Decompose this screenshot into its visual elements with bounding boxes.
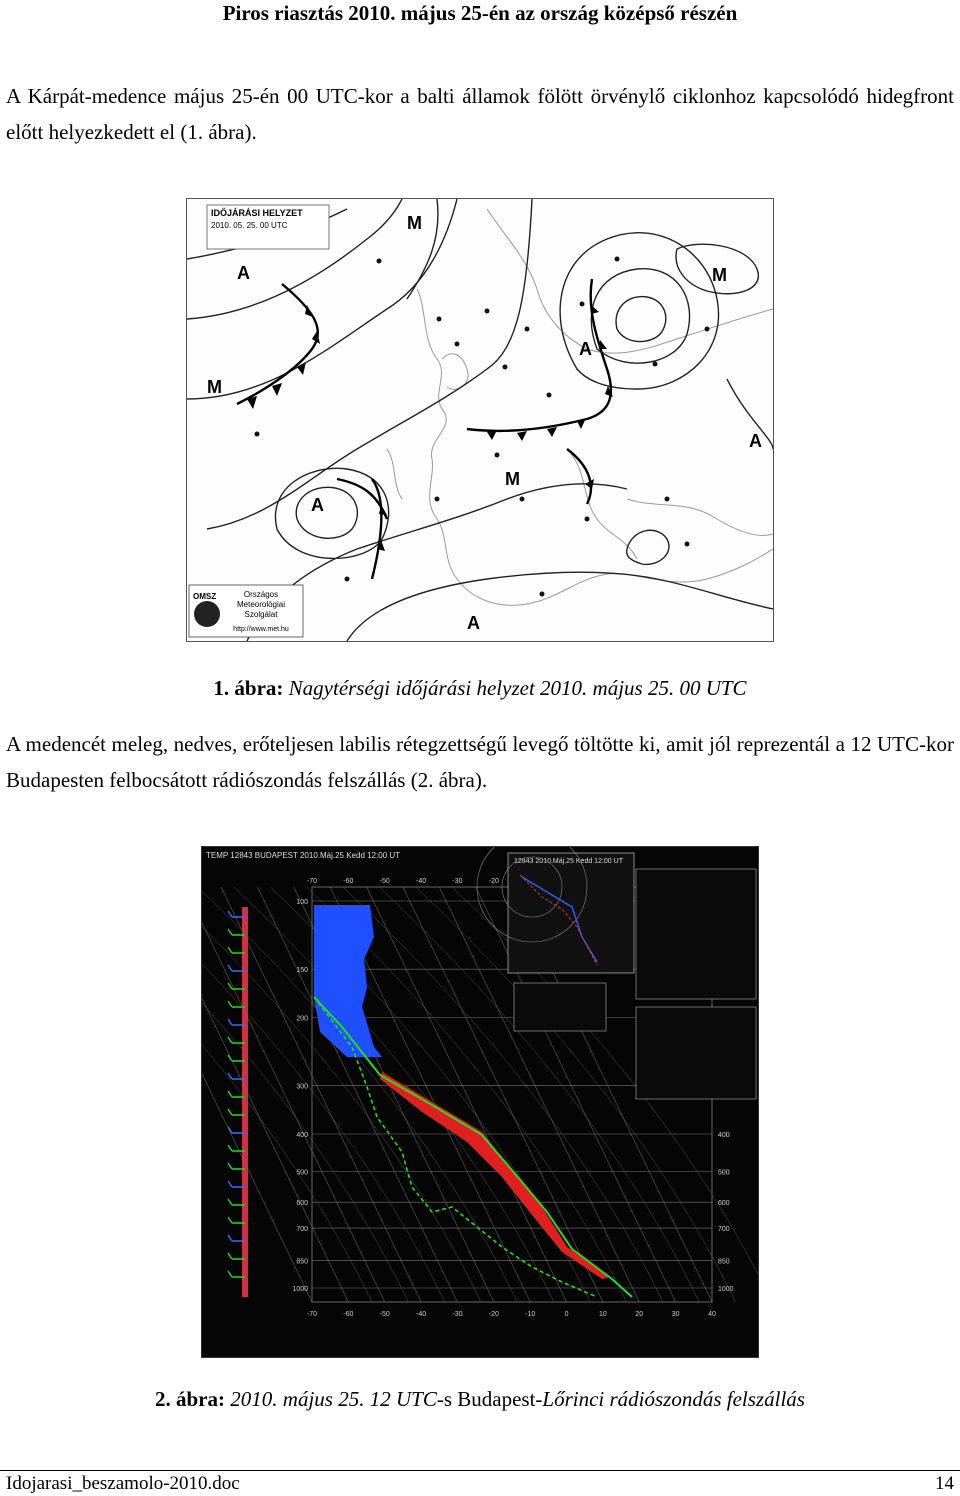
high-label: A	[467, 613, 480, 633]
pressure-label-left: 300	[296, 1083, 308, 1091]
pressure-label-right: 600	[718, 1200, 730, 1208]
temperature-tick-bottom: -30	[452, 1311, 463, 1318]
caption-label: 1. ábra:	[213, 676, 284, 700]
temperature-tick-bottom: -70	[306, 1311, 318, 1318]
footer-rule	[0, 1470, 960, 1471]
temperature-tick-top: -40	[416, 878, 427, 885]
footer-page-number: 14	[935, 1473, 954, 1494]
temperature-tick-bottom: -20	[488, 1311, 499, 1318]
low-label: M	[207, 377, 222, 397]
pressure-label-left: 850	[296, 1258, 308, 1266]
indices-panel	[636, 869, 756, 999]
pressure-label-left: 200	[296, 1015, 308, 1023]
temperature-tick-top: -20	[488, 878, 499, 885]
svg-text:2010. 05. 25. 00 UTC: 2010. 05. 25. 00 UTC	[211, 221, 288, 230]
low-label: M	[505, 469, 520, 489]
page-heading: Piros riasztás 2010. május 25-én az ország középső részén	[222, 1, 738, 25]
low-label: M	[712, 265, 727, 285]
radiosonde-sounding-diagram	[201, 846, 759, 1358]
temperature-tick-bottom: -50	[379, 1311, 390, 1318]
temperature-tick-bottom: 40	[708, 1311, 716, 1318]
hodograph-panel	[508, 853, 634, 973]
high-label: A	[579, 339, 592, 359]
figure2-caption	[0, 1386, 960, 1412]
temperature-tick-bottom: 20	[635, 1311, 644, 1318]
pressure-label-right: 700	[718, 1226, 730, 1234]
temperature-tick-top: -30	[452, 878, 463, 885]
shear-panel	[514, 983, 606, 1031]
pressure-label-left: 150	[296, 967, 308, 975]
temperature-tick-bottom: 10	[599, 1311, 607, 1318]
high-label: A	[237, 263, 250, 283]
temperature-tick-top: -60	[343, 878, 354, 885]
high-label: A	[749, 431, 762, 451]
synoptic-weather-map	[186, 198, 774, 642]
caption-station: Lőrinci rádiószondás felszállás	[542, 1387, 805, 1411]
pressure-label-left: 500	[296, 1169, 308, 1177]
caption-text: Nagytérségi időjárási helyzet 2010. május 25. 00 UTC	[288, 676, 747, 700]
caption-date: 2010. május 25. 12 UTC	[230, 1387, 437, 1411]
sounding-svg	[202, 847, 758, 1357]
pressure-label-left: 100	[296, 899, 308, 906]
svg-text:Szolgálat: Szolgálat	[244, 610, 278, 619]
omsz-logo	[189, 585, 303, 637]
pressure-label-left: 700	[296, 1226, 308, 1234]
sounding-header-left: TEMP 12843 BUDAPEST 2010.Máj.25 Kedd 12:00 UT	[206, 851, 401, 860]
svg-text:http://www.met.hu: http://www.met.hu	[233, 626, 289, 633]
paragraph-synoptic: A Kárpát-medence május 25-én 00 UTC-kor a balti államok fölött örvénylő ciklonhoz kapcsolódó hidegfront előtt helyezkedett el (1. ábra).	[6, 84, 954, 144]
temperature-tick-bottom: -10	[525, 1311, 536, 1318]
pressure-label-right: 500	[718, 1169, 730, 1177]
map-title-box	[207, 205, 329, 249]
svg-text:Meteorológiai: Meteorológiai	[236, 600, 286, 609]
sounding-header-right: 12843 2010.Máj.25 Kedd 12:00 UT	[514, 858, 623, 865]
temperature-tick-bottom: 0	[564, 1311, 569, 1318]
pressure-label-left: 600	[296, 1200, 308, 1208]
low-label: M	[407, 213, 422, 233]
pressure-label-left: 1000	[292, 1286, 308, 1293]
figure1-caption	[0, 675, 960, 701]
synoptic-map-svg	[187, 199, 773, 641]
svg-text:OMSZ: OMSZ	[193, 592, 217, 601]
pressure-label-right: 1000	[718, 1286, 734, 1293]
temperature-tick-bottom: 30	[671, 1311, 680, 1318]
pressure-label-right: 400	[718, 1131, 730, 1139]
footer-filename: Idojarasi_beszamolo-2010.doc	[6, 1473, 240, 1494]
svg-text:Országos: Országos	[243, 590, 279, 599]
pressure-label-right: 850	[718, 1258, 730, 1266]
temperature-tick-bottom: -60	[343, 1311, 354, 1318]
temperature-tick-top: -50	[379, 878, 390, 885]
paragraph-sounding: A medencét meleg, nedves, erőteljesen labilis rétegzettségű levegő töltötte ki, amit jól reprezentál a 12 UTC-kor Budapesten felbocsátott rádiószondás felszállás (2. ábra).	[6, 732, 954, 792]
temperature-tick-top: -70	[306, 878, 318, 885]
caption-mid: -s Budapest-	[436, 1387, 543, 1411]
pressure-label-left: 400	[296, 1131, 308, 1139]
high-label: A	[311, 495, 324, 515]
temperature-tick-bottom: -40	[416, 1311, 427, 1318]
svg-text:IDŐJÁRÁSI HELYZET: IDŐJÁRÁSI HELYZET	[211, 208, 303, 218]
caption-label: 2. ábra:	[155, 1387, 226, 1411]
wind-column	[242, 907, 248, 1297]
parcel-panel	[636, 1007, 756, 1099]
